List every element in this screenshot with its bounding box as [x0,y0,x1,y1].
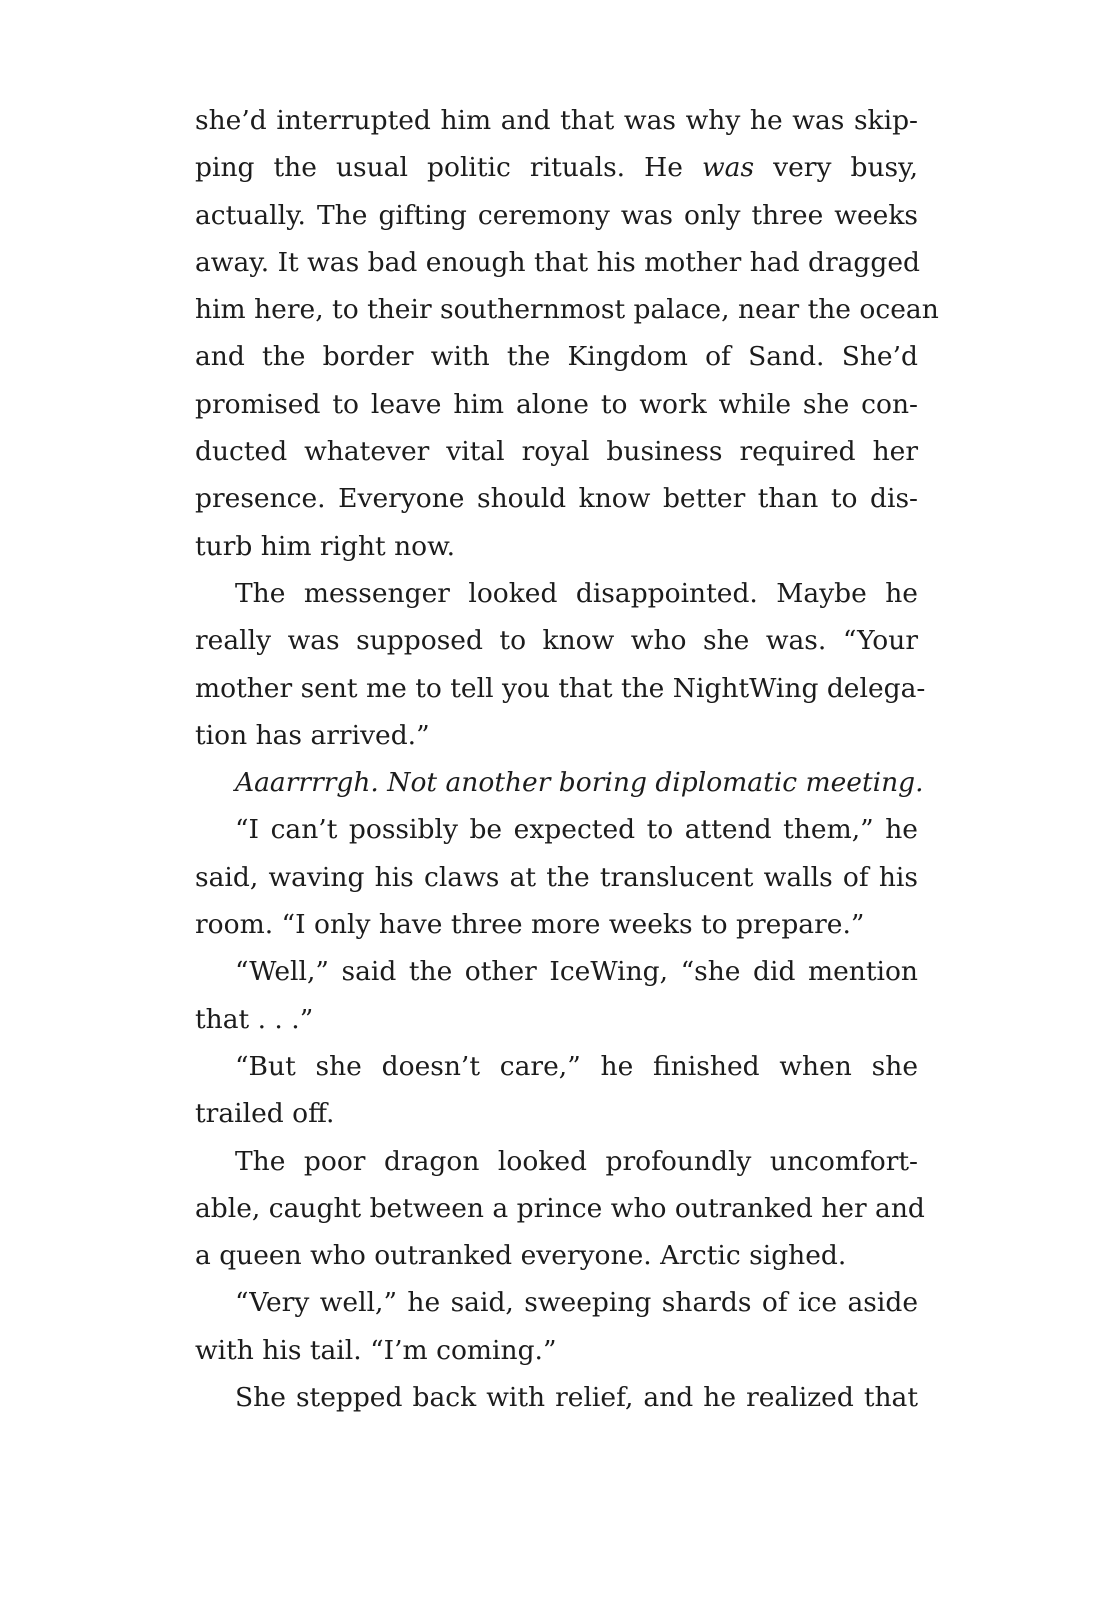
paragraph-first-line: The poor dragon looked profoundly uncomfort- [235,1145,918,1177]
text-line: actually. The gifting ceremony was only three weeks [195,199,918,231]
text-line: and the border with the Kingdom of Sand. She’d [195,341,918,373]
text-line: she’d interrupted him and that was why he was skip- [195,105,918,136]
text-line: said, waving his claws at the translucent walls of his [195,861,918,893]
text-line: ping the usual politic rituals. He was very busy, [195,152,918,184]
italic-thought-line: Aaarrrrgh. Not another boring diplomatic meeting. [235,767,924,799]
text-line: trailed off. [195,1098,335,1130]
text-line: room. “I only have three more weeks to prepare.” [195,909,865,941]
paragraph-first-line: She stepped back with relief, and he realized that [235,1382,918,1414]
text-line: with his tail. “I’m coming.” [195,1334,557,1366]
text-line: really was supposed to know who she was. “Your [195,625,918,657]
paragraph-first-line: “Very well,” he said, sweeping shards of ice aside [235,1287,918,1319]
text-line: ducted whatever vital royal business required her [195,436,918,468]
text-line: away. It was bad enough that his mother had dragged [195,246,920,278]
text-line: that . . .” [195,1003,314,1035]
italic-emphasis: was [702,152,755,184]
paragraph-first-line: “But she doesn’t care,” he finished when she [235,1050,918,1082]
text-line: tion has arrived.” [195,719,430,751]
book-page-text [195,97,939,1421]
paragraph-first-line: The messenger looked disappointed. Maybe he [235,577,918,609]
text-line: promised to leave him alone to work while she con- [195,388,918,420]
paragraph-first-line: “I can’t possibly be expected to attend them,” he [235,814,918,846]
text-line: a queen who outranked everyone. Arctic sighed. [195,1240,847,1272]
text-line: able, caught between a prince who outranked her and [195,1192,925,1224]
paragraph-first-line: “Well,” said the other IceWing, “she did mention [235,956,918,988]
text-line: mother sent me to tell you that the NightWing delega- [195,672,926,704]
text-line: turb him right now. [195,530,456,562]
text-line: presence. Everyone should know better than to dis- [195,483,918,515]
text-line: him here, to their southernmost palace, near the ocean [195,294,939,326]
